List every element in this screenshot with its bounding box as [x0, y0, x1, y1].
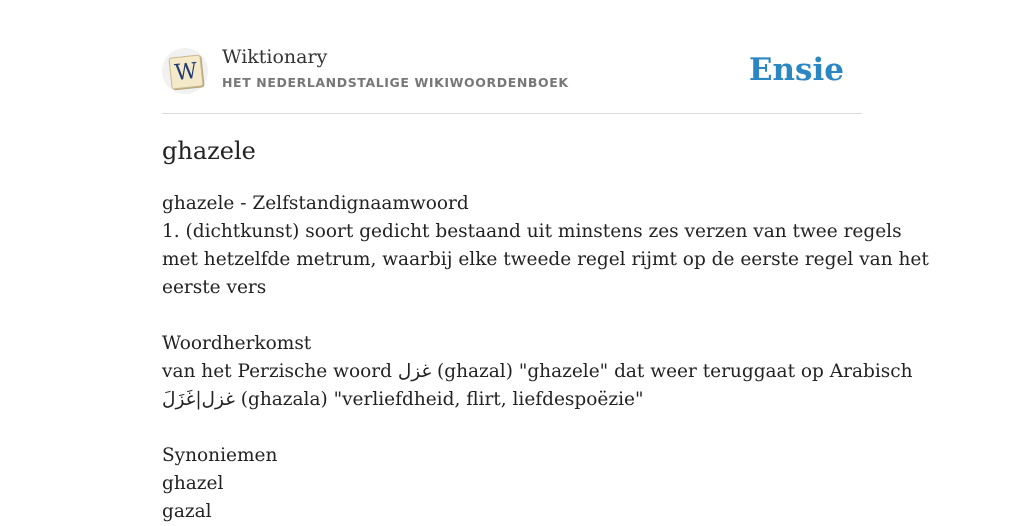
definition-line: 1. (dichtkunst) soort gedicht bestaand uit minstens zes verzen van twee regels — [162, 221, 902, 242]
wiktionary-logo[interactable] — [162, 48, 208, 94]
logo-letter: W — [173, 58, 199, 87]
synonym-item: gazal — [162, 501, 212, 522]
site-subtitle: HET NEDERLANDSTALIGE WIKIWOORDENBOEK — [222, 75, 569, 90]
synonyms-heading: Synoniemen — [162, 445, 278, 466]
site-name[interactable]: Wiktionary — [222, 46, 328, 68]
spacer — [162, 302, 862, 330]
page-title: ghazele — [162, 137, 256, 165]
part-of-speech-line: ghazele - Zelfstandignaamwoord — [162, 193, 469, 214]
entry-body — [162, 190, 929, 526]
etymology-line: van het Perzische woord غزل (ghazal) "ghazele" dat weer teruggaat op Arabisch — [162, 361, 913, 382]
definition-line: eerste vers — [162, 277, 267, 298]
logo-tile-icon — [168, 54, 203, 89]
definition-line: met hetzelfde metrum, waarbij elke tweede regel rijmt op de eerste regel van het — [162, 249, 929, 270]
site-header — [162, 46, 862, 96]
synonym-item: ghazel — [162, 473, 224, 494]
header-divider — [162, 113, 862, 114]
ensie-brand-logo[interactable]: Ensie — [748, 52, 844, 88]
etymology-heading: Woordherkomst — [162, 333, 312, 354]
spacer — [162, 414, 862, 442]
etymology-line: غزل|غَزَلَ (ghazala) "verliefdheid, flirt, liefdespoëzie" — [162, 389, 644, 410]
